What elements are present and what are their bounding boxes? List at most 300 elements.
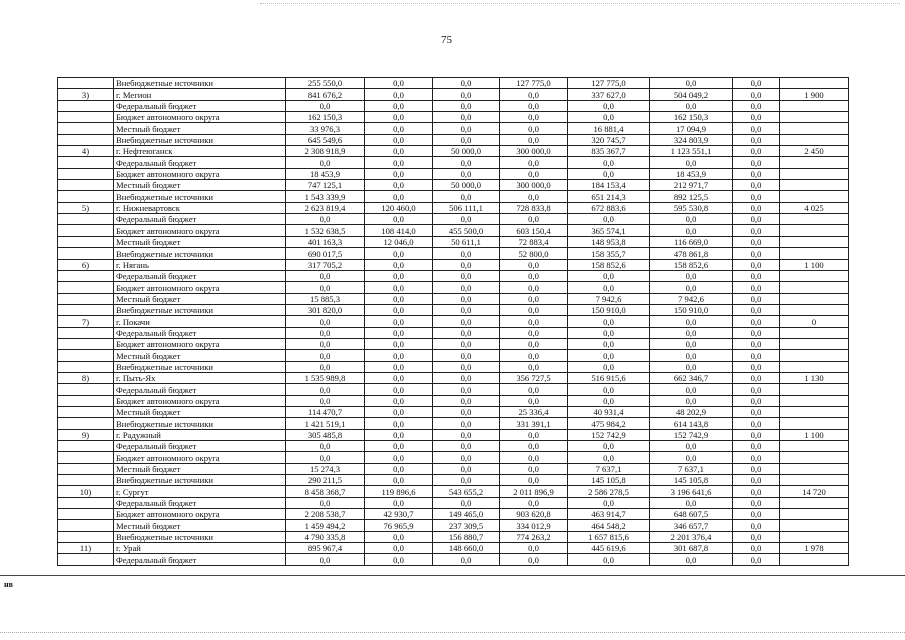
row-number-cell <box>58 293 114 304</box>
value-cell: 0,0 <box>650 395 733 406</box>
value-cell: 15 274,3 <box>286 463 365 474</box>
value-cell: 0,0 <box>650 441 733 452</box>
value-cell: 648 607,5 <box>650 509 733 520</box>
value-cell: 7 637,1 <box>568 463 650 474</box>
value-cell: 892 125,5 <box>650 191 733 202</box>
row-number-cell <box>58 327 114 338</box>
value-cell: 72 883,4 <box>500 236 568 247</box>
value-cell: 320 745,7 <box>568 134 650 145</box>
value-cell: 0,0 <box>568 441 650 452</box>
total-cell: 1 978 <box>780 543 849 554</box>
value-cell: 0,0 <box>733 191 780 202</box>
table-row <box>58 236 849 247</box>
value-cell: 0,0 <box>365 338 433 349</box>
table-row <box>58 452 849 463</box>
row-name-cell: Местный бюджет <box>114 406 286 417</box>
value-cell: 0,0 <box>733 123 780 134</box>
value-cell: 158 852,6 <box>568 259 650 270</box>
value-cell: 114 470,7 <box>286 406 365 417</box>
value-cell: 108 414,0 <box>365 225 433 236</box>
value-cell: 0,0 <box>568 338 650 349</box>
value-cell: 337 627,0 <box>568 89 650 100</box>
value-cell: 365 574,1 <box>568 225 650 236</box>
value-cell: 116 669,0 <box>650 236 733 247</box>
table-row <box>58 168 849 179</box>
value-cell: 0,0 <box>365 554 433 565</box>
table-row <box>58 180 849 191</box>
value-cell: 0,0 <box>733 338 780 349</box>
value-cell: 0,0 <box>433 191 500 202</box>
total-cell: 2 450 <box>780 146 849 157</box>
value-cell: 0,0 <box>286 452 365 463</box>
row-number-cell <box>58 248 114 259</box>
value-cell: 0,0 <box>433 78 500 89</box>
value-cell: 475 984,2 <box>568 418 650 429</box>
budget-table <box>57 77 849 566</box>
budget-table-body <box>58 78 849 566</box>
value-cell: 0,0 <box>286 395 365 406</box>
row-name-cell: Федеральный бюджет <box>114 384 286 395</box>
value-cell: 0,0 <box>365 452 433 463</box>
row-number-cell <box>58 134 114 145</box>
value-cell: 0,0 <box>286 214 365 225</box>
value-cell: 0,0 <box>286 338 365 349</box>
total-cell <box>780 509 849 520</box>
row-name-cell: Бюджет автономного округа <box>114 509 286 520</box>
value-cell: 0,0 <box>650 157 733 168</box>
value-cell: 16 881,4 <box>568 123 650 134</box>
table-row <box>58 463 849 474</box>
value-cell: 334 012,9 <box>500 520 568 531</box>
value-cell: 0,0 <box>365 123 433 134</box>
page-number: 75 <box>441 34 452 46</box>
value-cell: 119 896,6 <box>365 486 433 497</box>
value-cell: 0,0 <box>286 282 365 293</box>
table-row <box>58 270 849 281</box>
row-name-cell: Местный бюджет <box>114 520 286 531</box>
value-cell: 0,0 <box>733 100 780 111</box>
total-cell <box>780 78 849 89</box>
row-name-cell: Местный бюджет <box>114 463 286 474</box>
table-row <box>58 384 849 395</box>
total-cell <box>780 463 849 474</box>
value-cell: 0,0 <box>733 146 780 157</box>
value-cell: 2 201 376,4 <box>650 531 733 542</box>
value-cell: 0,0 <box>433 361 500 372</box>
value-cell: 895 967,4 <box>286 543 365 554</box>
row-number-cell <box>58 395 114 406</box>
value-cell: 0,0 <box>733 429 780 440</box>
value-cell: 0,0 <box>733 497 780 508</box>
value-cell: 42 930,7 <box>365 509 433 520</box>
value-cell: 0,0 <box>500 441 568 452</box>
value-cell: 0,0 <box>500 452 568 463</box>
value-cell: 0,0 <box>365 429 433 440</box>
value-cell: 0,0 <box>650 78 733 89</box>
total-cell <box>780 497 849 508</box>
value-cell: 903 620,8 <box>500 509 568 520</box>
total-cell <box>780 531 849 542</box>
value-cell: 0,0 <box>433 123 500 134</box>
value-cell: 1 532 638,5 <box>286 225 365 236</box>
total-cell <box>780 350 849 361</box>
value-cell: 0,0 <box>433 395 500 406</box>
value-cell: 1 421 519,1 <box>286 418 365 429</box>
row-number-cell <box>58 531 114 542</box>
value-cell: 504 049,2 <box>650 89 733 100</box>
value-cell: 1 657 815,6 <box>568 531 650 542</box>
total-cell <box>780 475 849 486</box>
total-cell <box>780 100 849 111</box>
value-cell: 0,0 <box>433 134 500 145</box>
value-cell: 0,0 <box>365 497 433 508</box>
row-name-cell: г. Сургут <box>114 486 286 497</box>
footer-mark: нв <box>4 580 13 589</box>
table-row <box>58 191 849 202</box>
value-cell: 0,0 <box>433 270 500 281</box>
total-cell <box>780 157 849 168</box>
value-cell: 0,0 <box>433 316 500 327</box>
value-cell: 0,0 <box>500 475 568 486</box>
value-cell: 0,0 <box>500 497 568 508</box>
value-cell: 0,0 <box>433 248 500 259</box>
row-number-cell <box>58 361 114 372</box>
value-cell: 0,0 <box>286 157 365 168</box>
row-name-cell: г. Нижневартовск <box>114 202 286 213</box>
value-cell: 127 775,0 <box>568 78 650 89</box>
value-cell: 0,0 <box>500 134 568 145</box>
scan-bottom-edge <box>0 632 905 633</box>
value-cell: 0,0 <box>433 554 500 565</box>
value-cell: 0,0 <box>365 406 433 417</box>
value-cell: 0,0 <box>568 168 650 179</box>
value-cell: 0,0 <box>500 429 568 440</box>
table-row <box>58 531 849 542</box>
value-cell: 0,0 <box>650 316 733 327</box>
row-name-cell: Внебюджетные источники <box>114 248 286 259</box>
total-cell <box>780 282 849 293</box>
total-cell <box>780 361 849 372</box>
row-number-cell <box>58 475 114 486</box>
value-cell: 455 500,0 <box>433 225 500 236</box>
value-cell: 0,0 <box>568 361 650 372</box>
row-name-cell: Федеральный бюджет <box>114 214 286 225</box>
value-cell: 148 660,0 <box>433 543 500 554</box>
value-cell: 0,0 <box>733 361 780 372</box>
value-cell: 0,0 <box>286 316 365 327</box>
value-cell: 0,0 <box>650 361 733 372</box>
value-cell: 25 336,4 <box>500 406 568 417</box>
total-cell <box>780 327 849 338</box>
value-cell: 543 655,2 <box>433 486 500 497</box>
value-cell: 0,0 <box>433 338 500 349</box>
value-cell: 0,0 <box>286 554 365 565</box>
value-cell: 835 367,7 <box>568 146 650 157</box>
value-cell: 0,0 <box>500 327 568 338</box>
value-cell: 463 914,7 <box>568 509 650 520</box>
table-row <box>58 475 849 486</box>
total-cell <box>780 520 849 531</box>
value-cell: 0,0 <box>650 350 733 361</box>
table-row <box>58 395 849 406</box>
value-cell: 0,0 <box>500 123 568 134</box>
table-row <box>58 509 849 520</box>
value-cell: 0,0 <box>733 282 780 293</box>
table-row <box>58 123 849 134</box>
total-cell <box>780 225 849 236</box>
value-cell: 0,0 <box>365 316 433 327</box>
value-cell: 15 885,3 <box>286 293 365 304</box>
total-cell <box>780 123 849 134</box>
value-cell: 0,0 <box>286 270 365 281</box>
row-number-cell <box>58 214 114 225</box>
value-cell: 0,0 <box>365 418 433 429</box>
value-cell: 305 485,8 <box>286 429 365 440</box>
value-cell: 12 046,0 <box>365 236 433 247</box>
row-name-cell: Федеральный бюджет <box>114 554 286 565</box>
value-cell: 0,0 <box>500 361 568 372</box>
table-row <box>58 554 849 565</box>
total-cell: 1 100 <box>780 259 849 270</box>
total-cell: 1 130 <box>780 372 849 383</box>
value-cell: 0,0 <box>365 214 433 225</box>
value-cell: 0,0 <box>365 89 433 100</box>
value-cell: 0,0 <box>500 191 568 202</box>
value-cell: 672 883,6 <box>568 202 650 213</box>
value-cell: 237 309,5 <box>433 520 500 531</box>
value-cell: 728 833,8 <box>500 202 568 213</box>
value-cell: 0,0 <box>500 338 568 349</box>
row-name-cell: Бюджет автономного округа <box>114 112 286 123</box>
value-cell: 8 458 368,7 <box>286 486 365 497</box>
value-cell: 0,0 <box>433 293 500 304</box>
value-cell: 0,0 <box>365 475 433 486</box>
total-cell <box>780 384 849 395</box>
value-cell: 2 586 278,5 <box>568 486 650 497</box>
total-cell <box>780 270 849 281</box>
value-cell: 0,0 <box>733 293 780 304</box>
value-cell: 52 800,0 <box>500 248 568 259</box>
row-name-cell: Внебюджетные источники <box>114 418 286 429</box>
value-cell: 0,0 <box>568 395 650 406</box>
value-cell: 0,0 <box>433 463 500 474</box>
value-cell: 127 775,0 <box>500 78 568 89</box>
row-number-cell: 11) <box>58 543 114 554</box>
value-cell: 0,0 <box>733 236 780 247</box>
footer-rule <box>0 575 905 576</box>
row-name-cell: Внебюджетные источники <box>114 531 286 542</box>
row-number-cell: 10) <box>58 486 114 497</box>
row-number-cell <box>58 520 114 531</box>
value-cell: 1 535 989,8 <box>286 372 365 383</box>
value-cell: 0,0 <box>733 78 780 89</box>
value-cell: 0,0 <box>500 463 568 474</box>
row-number-cell <box>58 441 114 452</box>
value-cell: 0,0 <box>650 214 733 225</box>
row-number-cell: 5) <box>58 202 114 213</box>
value-cell: 0,0 <box>733 520 780 531</box>
table-row <box>58 338 849 349</box>
row-name-cell: г. Мегион <box>114 89 286 100</box>
value-cell: 0,0 <box>365 146 433 157</box>
table-row <box>58 214 849 225</box>
total-cell: 0 <box>780 316 849 327</box>
value-cell: 152 742,9 <box>650 429 733 440</box>
value-cell: 516 915,6 <box>568 372 650 383</box>
value-cell: 0,0 <box>500 395 568 406</box>
value-cell: 0,0 <box>733 157 780 168</box>
value-cell: 0,0 <box>286 350 365 361</box>
value-cell: 145 105,8 <box>650 475 733 486</box>
row-name-cell: Федеральный бюджет <box>114 327 286 338</box>
total-cell <box>780 406 849 417</box>
value-cell: 2 623 819,4 <box>286 202 365 213</box>
value-cell: 356 727,5 <box>500 372 568 383</box>
value-cell: 300 000,0 <box>500 146 568 157</box>
value-cell: 255 550,0 <box>286 78 365 89</box>
value-cell: 0,0 <box>568 282 650 293</box>
table-row <box>58 304 849 315</box>
row-name-cell: Бюджет автономного округа <box>114 225 286 236</box>
table-row <box>58 100 849 111</box>
total-cell: 14 720 <box>780 486 849 497</box>
value-cell: 0,0 <box>650 327 733 338</box>
value-cell: 0,0 <box>365 350 433 361</box>
table-row <box>58 486 849 497</box>
value-cell: 0,0 <box>433 372 500 383</box>
row-name-cell: г. Нефтеюганск <box>114 146 286 157</box>
value-cell: 0,0 <box>365 441 433 452</box>
value-cell: 0,0 <box>433 112 500 123</box>
value-cell: 0,0 <box>733 554 780 565</box>
value-cell: 156 880,7 <box>433 531 500 542</box>
value-cell: 774 263,2 <box>500 531 568 542</box>
row-number-cell <box>58 180 114 191</box>
total-cell: 4 025 <box>780 202 849 213</box>
value-cell: 3 196 641,6 <box>650 486 733 497</box>
row-number-cell <box>58 225 114 236</box>
value-cell: 0,0 <box>733 406 780 417</box>
value-cell: 0,0 <box>568 270 650 281</box>
value-cell: 0,0 <box>650 282 733 293</box>
row-number-cell <box>58 350 114 361</box>
total-cell <box>780 441 849 452</box>
value-cell: 0,0 <box>433 475 500 486</box>
value-cell: 0,0 <box>650 497 733 508</box>
value-cell: 0,0 <box>500 270 568 281</box>
value-cell: 346 657,7 <box>650 520 733 531</box>
value-cell: 0,0 <box>365 100 433 111</box>
value-cell: 0,0 <box>365 180 433 191</box>
table-row <box>58 406 849 417</box>
value-cell: 0,0 <box>365 395 433 406</box>
value-cell: 614 143,8 <box>650 418 733 429</box>
table-row <box>58 248 849 259</box>
table-row <box>58 134 849 145</box>
row-number-cell <box>58 123 114 134</box>
value-cell: 0,0 <box>568 327 650 338</box>
value-cell: 445 619,6 <box>568 543 650 554</box>
table-row <box>58 350 849 361</box>
table-row <box>58 89 849 100</box>
total-cell <box>780 134 849 145</box>
value-cell: 4 790 335,8 <box>286 531 365 542</box>
value-cell: 1 459 494,2 <box>286 520 365 531</box>
row-number-cell: 3) <box>58 89 114 100</box>
value-cell: 0,0 <box>433 168 500 179</box>
value-cell: 0,0 <box>286 497 365 508</box>
row-number-cell: 4) <box>58 146 114 157</box>
total-cell <box>780 168 849 179</box>
total-cell <box>780 554 849 565</box>
row-number-cell <box>58 509 114 520</box>
value-cell: 0,0 <box>733 350 780 361</box>
value-cell: 162 150,3 <box>650 112 733 123</box>
value-cell: 645 549,6 <box>286 134 365 145</box>
row-number-cell <box>58 463 114 474</box>
value-cell: 0,0 <box>568 554 650 565</box>
row-number-cell <box>58 384 114 395</box>
value-cell: 0,0 <box>365 543 433 554</box>
row-number-cell <box>58 112 114 123</box>
value-cell: 0,0 <box>733 509 780 520</box>
value-cell: 0,0 <box>365 157 433 168</box>
value-cell: 662 346,7 <box>650 372 733 383</box>
total-cell <box>780 248 849 259</box>
row-name-cell: Бюджет автономного округа <box>114 338 286 349</box>
value-cell: 690 017,5 <box>286 248 365 259</box>
value-cell: 0,0 <box>500 304 568 315</box>
value-cell: 0,0 <box>433 441 500 452</box>
value-cell: 0,0 <box>733 112 780 123</box>
row-number-cell: 7) <box>58 316 114 327</box>
value-cell: 0,0 <box>568 350 650 361</box>
value-cell: 0,0 <box>733 259 780 270</box>
table-row <box>58 293 849 304</box>
value-cell: 76 965,9 <box>365 520 433 531</box>
value-cell: 0,0 <box>733 304 780 315</box>
value-cell: 148 953,8 <box>568 236 650 247</box>
row-name-cell: Федеральный бюджет <box>114 157 286 168</box>
value-cell: 0,0 <box>568 452 650 463</box>
row-number-cell <box>58 338 114 349</box>
row-name-cell: Бюджет автономного округа <box>114 395 286 406</box>
value-cell: 401 163,3 <box>286 236 365 247</box>
table-row <box>58 146 849 157</box>
value-cell: 7 942,6 <box>650 293 733 304</box>
value-cell: 0,0 <box>500 214 568 225</box>
value-cell: 0,0 <box>433 429 500 440</box>
value-cell: 0,0 <box>733 180 780 191</box>
value-cell: 0,0 <box>650 270 733 281</box>
value-cell: 0,0 <box>733 395 780 406</box>
value-cell: 0,0 <box>500 282 568 293</box>
value-cell: 0,0 <box>433 157 500 168</box>
value-cell: 324 803,9 <box>650 134 733 145</box>
row-name-cell: Федеральный бюджет <box>114 497 286 508</box>
value-cell: 50 000,0 <box>433 180 500 191</box>
value-cell: 1 543 339,9 <box>286 191 365 202</box>
value-cell: 17 094,9 <box>650 123 733 134</box>
value-cell: 0,0 <box>433 214 500 225</box>
total-cell <box>780 236 849 247</box>
value-cell: 18 453,9 <box>286 168 365 179</box>
value-cell: 0,0 <box>433 350 500 361</box>
value-cell: 33 976,3 <box>286 123 365 134</box>
row-name-cell: г. Радужный <box>114 429 286 440</box>
table-row <box>58 418 849 429</box>
value-cell: 7 637,1 <box>650 463 733 474</box>
